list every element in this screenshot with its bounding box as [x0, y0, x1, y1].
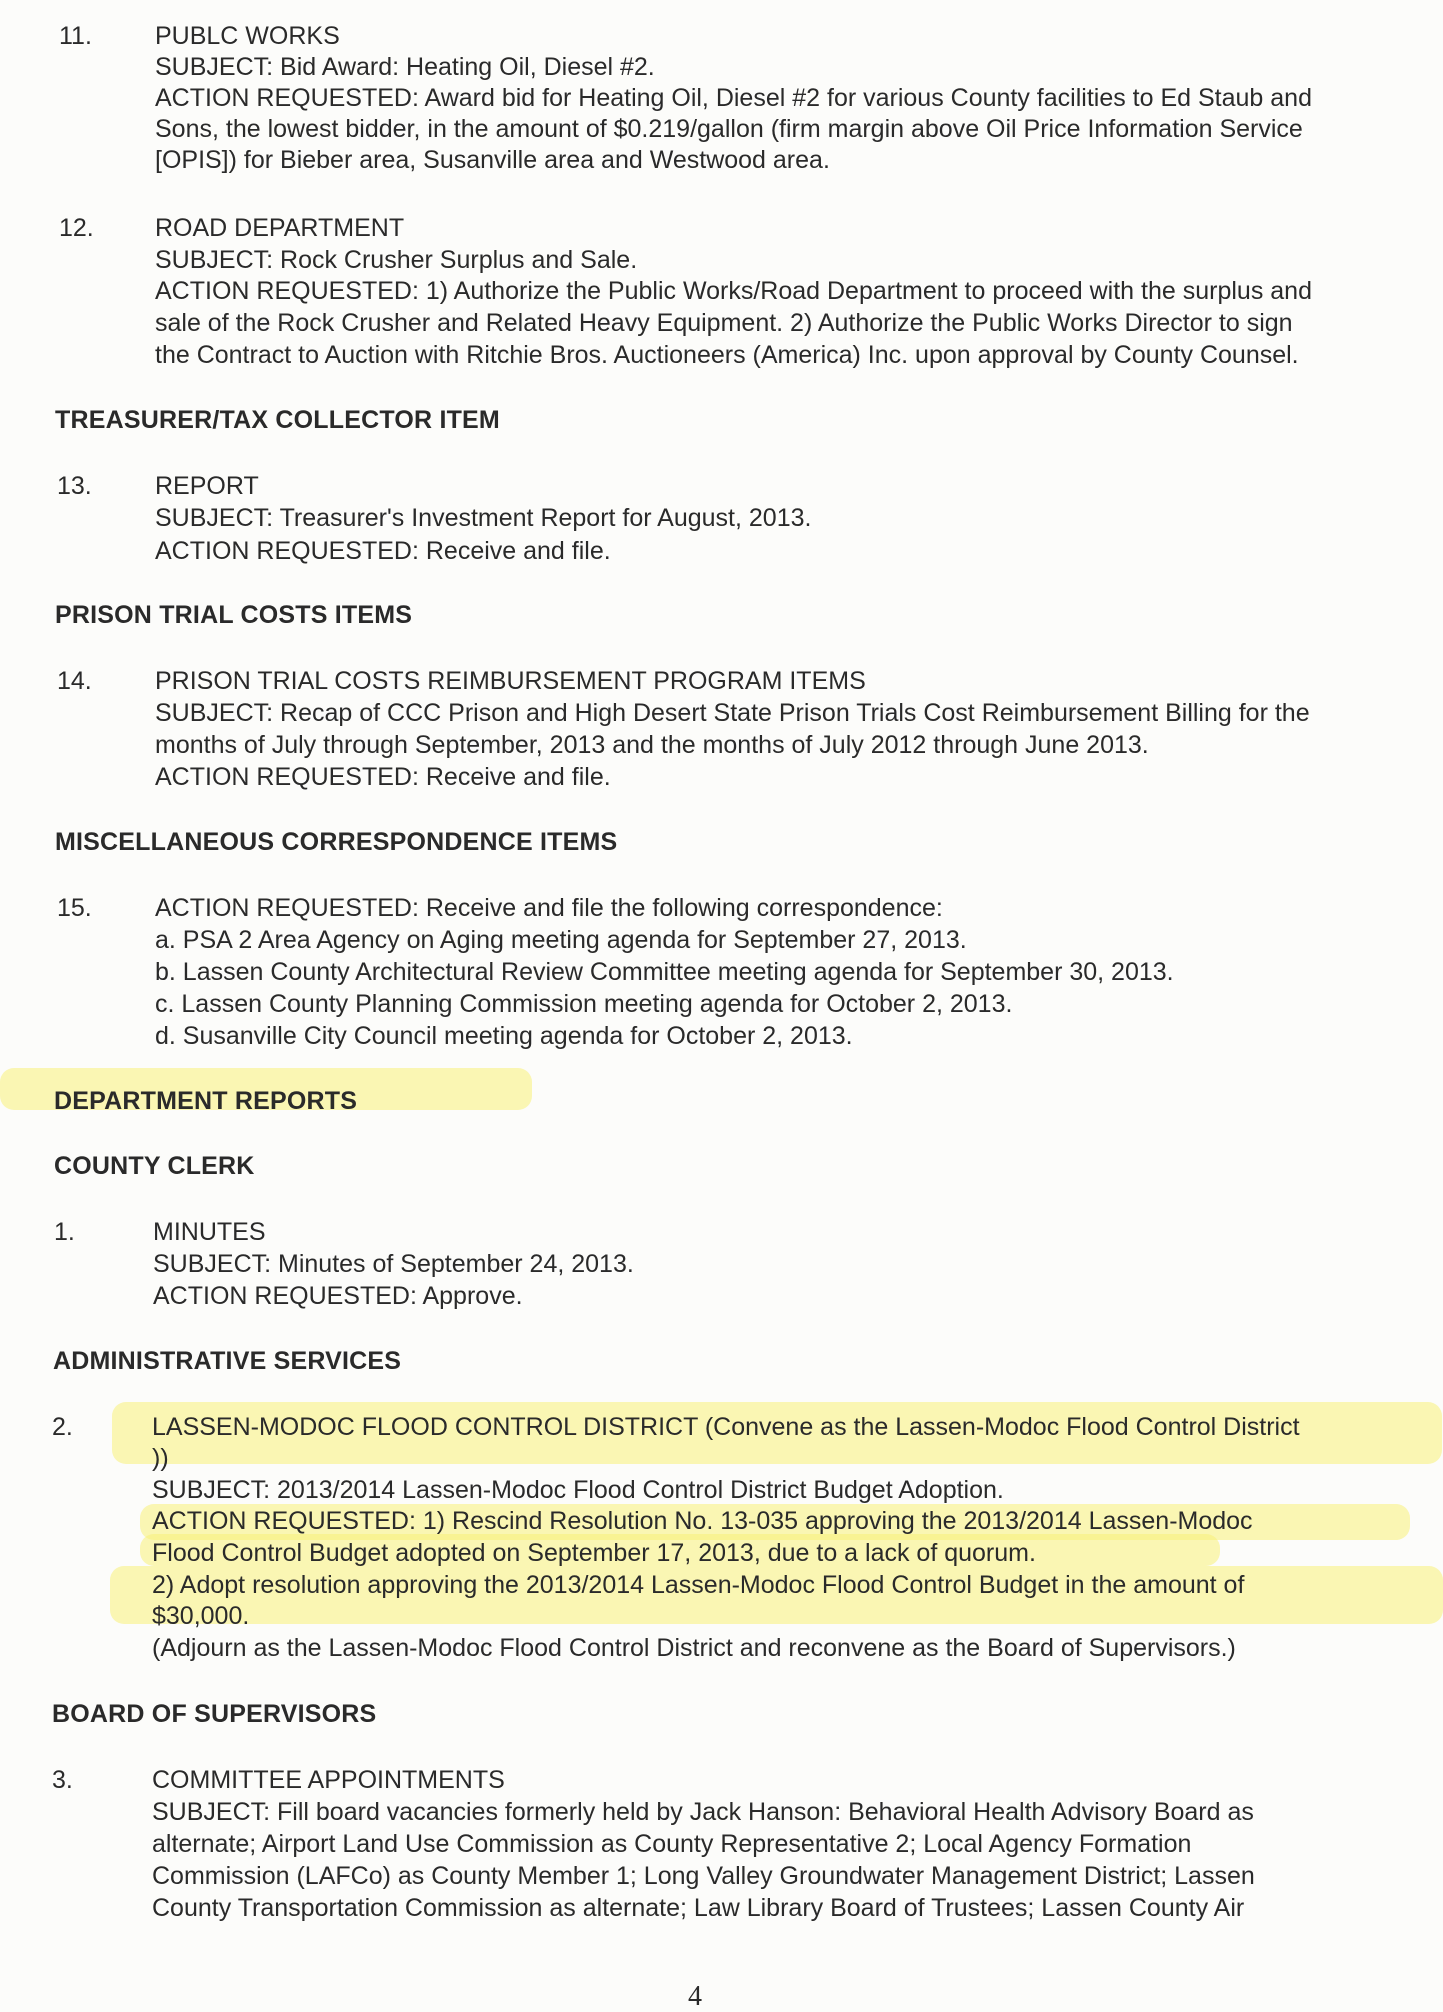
item-number: 12.	[59, 214, 94, 242]
item-title: PUBLC WORKS	[155, 22, 340, 50]
section-heading: TREASURER/TAX COLLECTOR ITEM	[55, 406, 500, 434]
section-heading: BOARD OF SUPERVISORS	[52, 1700, 377, 1728]
item-title: MINUTES	[153, 1218, 266, 1246]
item-subject: months of July through September, 2013 and the months of July 2012 through June 2013.	[155, 731, 1149, 759]
item-subject: County Transportation Commission as alternate; Law Library Board of Trustees; Lassen County Air	[152, 1894, 1245, 1922]
item-action: ACTION REQUESTED: Award bid for Heating Oil, Diesel #2 for various County facilities to Ed Staub and	[155, 84, 1312, 112]
item-title: ROAD DEPARTMENT	[155, 214, 405, 242]
item-action: Flood Control Budget adopted on September 17, 2013, due to a lack of quorum.	[152, 1539, 1036, 1567]
item-title: REPORT	[155, 472, 259, 500]
list-item: b. Lassen County Architectural Review Committee meeting agenda for September 30, 2013.	[155, 958, 1174, 986]
section-heading: COUNTY CLERK	[54, 1152, 255, 1180]
item-subject: SUBJECT: Treasurer's Investment Report for August, 2013.	[155, 504, 812, 532]
section-heading: DEPARTMENT REPORTS	[54, 1087, 358, 1115]
item-action: ACTION REQUESTED: Receive and file the following correspondence:	[155, 894, 943, 922]
item-number: 15.	[57, 894, 92, 922]
item-action: ACTION REQUESTED: Receive and file.	[155, 763, 611, 791]
item-subject: SUBJECT: Rock Crusher Surplus and Sale.	[155, 246, 638, 274]
item-subject: SUBJECT: 2013/2014 Lassen-Modoc Flood Control District Budget Adoption.	[152, 1476, 1004, 1504]
section-heading: MISCELLANEOUS CORRESPONDENCE ITEMS	[55, 828, 618, 856]
item-number: 14.	[57, 667, 92, 695]
item-action: Sons, the lowest bidder, in the amount of $0.219/gallon (firm margin above Oil Price Information Service	[155, 115, 1303, 143]
item-action: ACTION REQUESTED: 1) Rescind Resolution No. 13-035 approving the 2013/2014 Lassen-Modoc	[152, 1507, 1253, 1535]
item-action: ACTION REQUESTED: Approve.	[153, 1282, 523, 1310]
item-action: [OPIS]) for Bieber area, Susanville area and Westwood area.	[155, 146, 830, 174]
list-item: c. Lassen County Planning Commission meeting agenda for October 2, 2013.	[155, 990, 1013, 1018]
item-number: 1.	[54, 1218, 75, 1246]
item-title: ))	[152, 1444, 169, 1472]
item-title: PRISON TRIAL COSTS REIMBURSEMENT PROGRAM ITEMS	[155, 667, 866, 695]
section-heading: ADMINISTRATIVE SERVICES	[53, 1347, 402, 1375]
item-action: $30,000.	[152, 1602, 250, 1630]
item-number: 11.	[59, 22, 92, 50]
list-item: a. PSA 2 Area Agency on Aging meeting agenda for September 27, 2013.	[155, 926, 967, 954]
item-subject: SUBJECT: Minutes of September 24, 2013.	[153, 1250, 634, 1278]
item-title: LASSEN-MODOC FLOOD CONTROL DISTRICT (Convene as the Lassen-Modoc Flood Control District	[152, 1413, 1300, 1441]
item-subject: SUBJECT: Fill board vacancies formerly held by Jack Hanson: Behavioral Health Advisory Board as	[152, 1798, 1254, 1826]
list-item: d. Susanville City Council meeting agenda for October 2, 2013.	[155, 1022, 853, 1050]
item-subject: alternate; Airport Land Use Commission as County Representative 2; Local Agency Formation	[152, 1830, 1192, 1858]
item-action: 2) Adopt resolution approving the 2013/2014 Lassen-Modoc Flood Control Budget in the amount of	[152, 1571, 1245, 1599]
item-number: 2.	[52, 1413, 73, 1441]
item-action: ACTION REQUESTED: Receive and file.	[155, 537, 611, 565]
item-action: ACTION REQUESTED: 1) Authorize the Public Works/Road Department to proceed with the surplus and	[155, 277, 1312, 305]
item-subject: SUBJECT: Bid Award: Heating Oil, Diesel #2.	[155, 53, 655, 81]
item-note: (Adjourn as the Lassen-Modoc Flood Control District and reconvene as the Board of Supervisors.)	[152, 1634, 1236, 1662]
page-number: 4	[688, 1981, 702, 2012]
item-number: 13.	[57, 472, 92, 500]
item-title: COMMITTEE APPOINTMENTS	[152, 1766, 505, 1794]
item-subject: SUBJECT: Recap of CCC Prison and High Desert State Prison Trials Cost Reimbursement Billing for the	[155, 699, 1310, 727]
section-heading: PRISON TRIAL COSTS ITEMS	[55, 601, 413, 629]
item-action: sale of the Rock Crusher and Related Heavy Equipment. 2) Authorize the Public Works Director to sign	[155, 309, 1293, 337]
item-action: the Contract to Auction with Ritchie Bros. Auctioneers (America) Inc. upon approval by County Counsel.	[155, 341, 1299, 369]
item-number: 3.	[52, 1766, 73, 1794]
item-subject: Commission (LAFCo) as County Member 1; Long Valley Groundwater Management District; Lassen	[152, 1862, 1255, 1890]
